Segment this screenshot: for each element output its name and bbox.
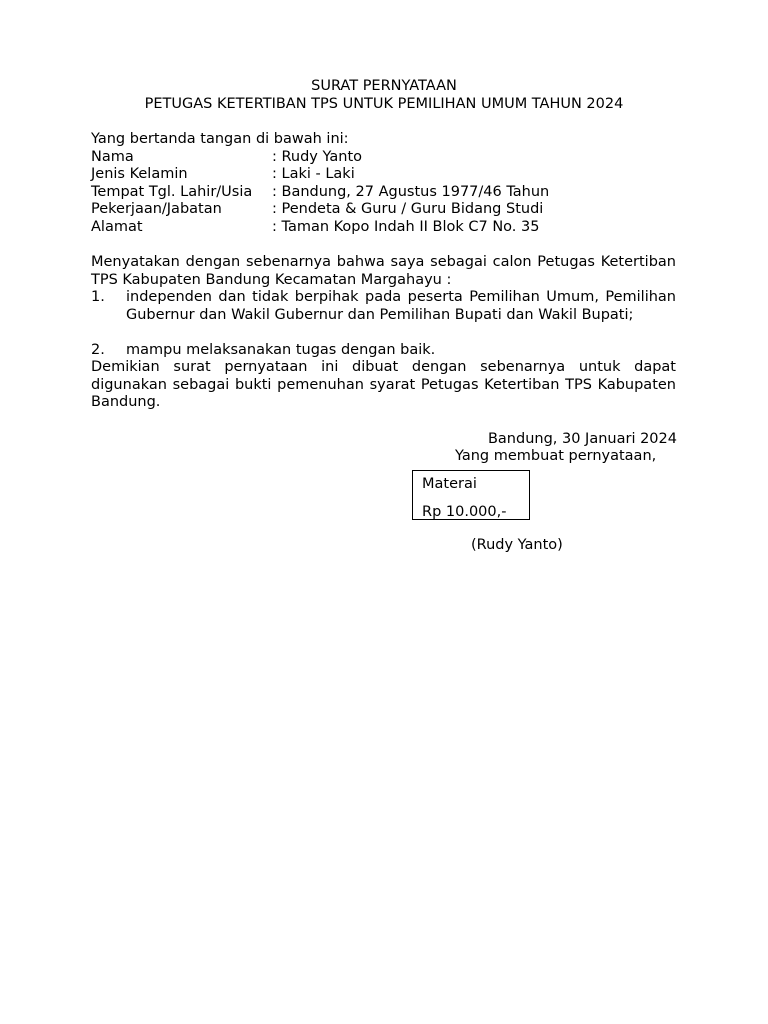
- field-label: Nama: [91, 149, 134, 165]
- statement-paragraph: Menyatakan dengan sebenarnya bahwa saya sebagai calon Petugas Ketertiban TPS Kabupaten Bandung Kecamatan Margahayu :: [91, 254, 676, 288]
- list-item-number: 1.: [91, 289, 105, 305]
- field-label: Tempat Tgl. Lahir/Usia: [91, 184, 253, 200]
- field-label: Pekerjaan/Jabatan: [91, 201, 222, 217]
- list-item: [91, 342, 676, 360]
- list-item-text: mampu melaksanakan tugas dengan baik.: [126, 342, 436, 358]
- list-item: [91, 289, 676, 324]
- field-row-nama: [91, 148, 362, 166]
- field-row-alamat: [91, 218, 539, 236]
- maker-label: Yang membuat pernyataan,: [455, 448, 657, 464]
- list-item-number: 2.: [91, 342, 105, 358]
- field-value: : Rudy Yanto: [272, 149, 362, 165]
- intro-text: Yang bertanda tangan di bawah ini:: [91, 131, 349, 147]
- materai-stamp-box: [412, 470, 530, 520]
- stamp-label: Materai: [422, 476, 477, 492]
- field-value: : Laki - Laki: [272, 166, 355, 182]
- field-row-jenis-kelamin: [91, 165, 355, 183]
- field-value: : Taman Kopo Indah II Blok C7 No. 35: [272, 219, 540, 235]
- field-label: Alamat: [91, 219, 143, 235]
- field-label: Jenis Kelamin: [91, 166, 188, 182]
- field-value: : Pendeta & Guru / Guru Bidang Studi: [272, 201, 544, 217]
- place-date: Bandung, 30 Januari 2024: [487, 431, 677, 447]
- document-subtitle: PETUGAS KETERTIBAN TPS UNTUK PEMILIHAN UMUM TAHUN 2024: [144, 96, 624, 112]
- closing-paragraph: Demikian surat pernyataan ini dibuat dengan sebenarnya untuk dapat digunakan sebagai bukti pemenuhan syarat Petugas Ketertiban TPS Kabupaten Bandung.: [91, 359, 676, 411]
- field-value: : Bandung, 27 Agustus 1977/46 Tahun: [272, 184, 550, 200]
- field-row-pekerjaan: [91, 200, 543, 218]
- field-row-tempat-tgl-lahir: [91, 183, 549, 201]
- list-item-text: independen dan tidak berpihak pada peserta Pemilihan Umum, Pemilihan Gubernur dan Wakil Gubernur dan Pemilihan Bupati dan Wakil Bupati;: [126, 289, 676, 323]
- document-title: SURAT PERNYATAAN: [311, 78, 457, 94]
- stamp-amount: Rp 10.000,-: [422, 504, 507, 520]
- signer-name: (Rudy Yanto): [471, 537, 563, 553]
